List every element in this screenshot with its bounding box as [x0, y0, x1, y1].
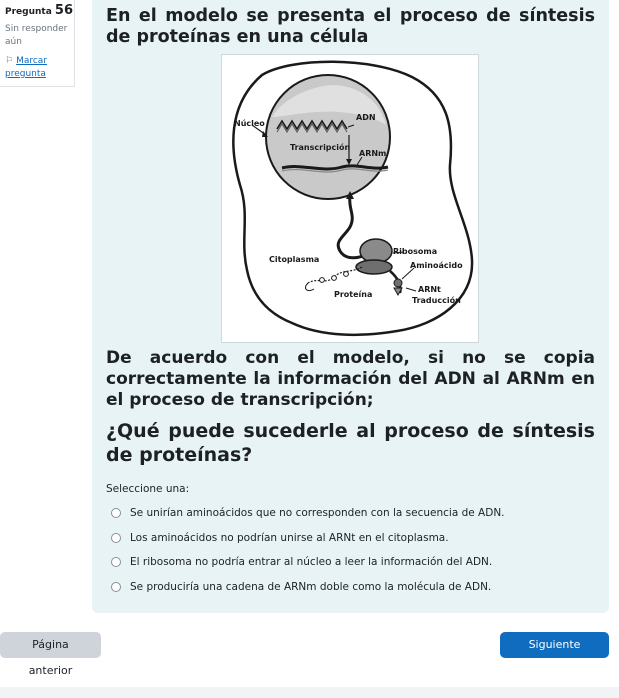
answer-option-text[interactable]: Se produciría una cadena de ARNm doble como la molécula de ADN. [130, 580, 492, 593]
label-nucleus: Núcleo [234, 119, 265, 128]
question-number [5, 3, 74, 18]
previous-page-button[interactable]: Página anterior [0, 632, 101, 658]
label-protein: Proteína [334, 290, 373, 299]
next-page-button[interactable]: Siguiente página [500, 632, 609, 658]
label-cytoplasm: Citoplasma [269, 255, 320, 264]
protein-bead [332, 276, 337, 281]
question-content [92, 0, 609, 613]
flag-question-link[interactable]: Marcar pregunta [5, 56, 48, 79]
answer-radio[interactable] [111, 557, 121, 567]
label-mrna: ARNm [359, 149, 387, 158]
question-intro-heading: En el modelo se presenta el proceso de síntesis de proteínas en una célula [106, 6, 595, 47]
question-state: Sin responder aún [5, 24, 68, 47]
label-transcription: Transcripción [290, 143, 351, 152]
answer-option[interactable] [106, 550, 595, 575]
answer-options [106, 501, 595, 599]
answer-radio[interactable] [111, 582, 121, 592]
answer-option-text[interactable]: Se unirían aminoácidos que no corresponden con la secuencia de ADN. [130, 507, 505, 520]
answer-option[interactable] [106, 501, 595, 526]
protein-bead [320, 278, 325, 283]
protein-synthesis-figure [221, 54, 479, 343]
label-translation: Traducción [412, 296, 461, 305]
page-footer [0, 687, 619, 698]
answer-option-text[interactable]: El ribosoma no podría entrar al núcleo a leer la información del ADN. [130, 556, 493, 569]
label-dna: ADN [356, 113, 376, 122]
question-label: Pregunta [5, 7, 52, 17]
question-number-value: 56 [54, 3, 74, 18]
protein-bead [344, 272, 349, 277]
question-condition-heading: De acuerdo con el modelo, si no se copia correctamente la información del ADN al ARNm en el proceso de transcripción; [106, 348, 595, 410]
question-info-box [0, 0, 75, 87]
cell-diagram [222, 55, 478, 342]
label-aminoacid: Aminoácido [410, 261, 463, 270]
answer-option[interactable] [106, 575, 595, 600]
answer-prompt: Seleccione una: [106, 483, 190, 495]
label-ribosome: Ribosoma [393, 247, 438, 256]
answer-option[interactable] [106, 526, 595, 551]
answer-radio[interactable] [111, 508, 121, 518]
answer-radio[interactable] [111, 533, 121, 543]
question-main-heading: ¿Qué puede sucederle al proceso de síntesis de proteínas? [106, 420, 595, 466]
flag-icon[interactable]: ⚐ [5, 56, 14, 66]
trna-head [394, 279, 402, 287]
label-trna: ARNt [418, 285, 441, 294]
answer-option-text[interactable]: Los aminoácidos no podrían unirse al ARNt en el citoplasma. [130, 531, 449, 544]
flag-question[interactable] [5, 55, 74, 81]
